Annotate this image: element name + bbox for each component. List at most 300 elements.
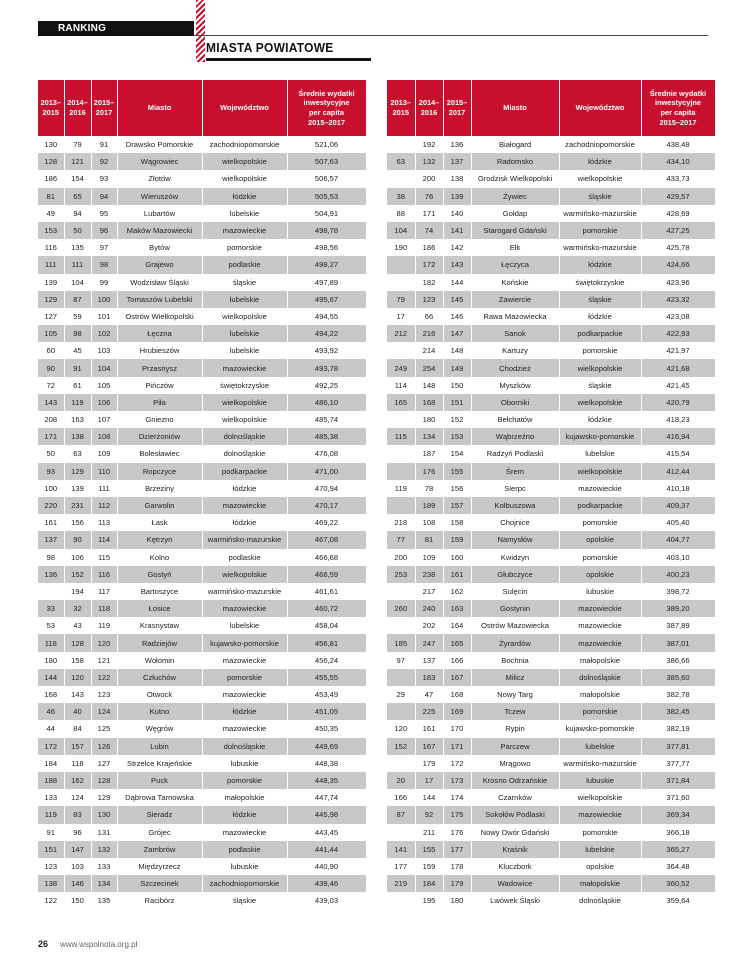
spending-value: 445,98 xyxy=(287,806,366,823)
table-row xyxy=(38,686,366,703)
spending-value: 492,25 xyxy=(287,377,366,394)
table-row xyxy=(387,377,715,394)
rank-2015-2017: 120 xyxy=(91,634,117,651)
spending-value: 493,92 xyxy=(287,342,366,359)
table-row xyxy=(387,772,715,789)
rank-2013-2015 xyxy=(387,445,415,462)
rank-2015-2017: 111 xyxy=(91,480,117,497)
city-name: Wadowice xyxy=(471,875,559,892)
city-name: Łęczyca xyxy=(471,256,559,273)
spending-value: 428,69 xyxy=(641,205,715,222)
voivodeship: zachodniopomorskie xyxy=(559,136,641,153)
rank-2013-2015: 115 xyxy=(387,428,415,445)
spending-value: 467,08 xyxy=(287,531,366,548)
spending-value: 377,81 xyxy=(641,738,715,755)
rank-2013-2015: 200 xyxy=(387,549,415,566)
city-name: Gostyń xyxy=(117,566,202,583)
rank-2013-2015: 185 xyxy=(387,634,415,651)
rank-2014-2016: 32 xyxy=(64,600,91,617)
spending-value: 447,74 xyxy=(287,789,366,806)
rank-2015-2017: 113 xyxy=(91,514,117,531)
spending-value: 433,73 xyxy=(641,170,715,187)
city-name: Chojnice xyxy=(471,514,559,531)
voivodeship: wielkopolskie xyxy=(559,789,641,806)
rank-2013-2015: 91 xyxy=(38,824,64,841)
table-row xyxy=(38,669,366,686)
table-row xyxy=(38,445,366,462)
voivodeship: pomorskie xyxy=(202,669,287,686)
city-name: Drawsko Pomorskie xyxy=(117,136,202,153)
rank-2014-2016: 225 xyxy=(415,703,443,720)
table-row xyxy=(38,411,366,428)
rank-2014-2016: 83 xyxy=(64,806,91,823)
table-row xyxy=(387,669,715,686)
col-header-2015-2017: 2015– 2017 xyxy=(443,80,471,136)
voivodeship: podlaskie xyxy=(202,841,287,858)
city-name: Zambrów xyxy=(117,841,202,858)
city-name: Lubartów xyxy=(117,205,202,222)
col-header-2014-2016: 2014– 2016 xyxy=(415,80,443,136)
city-name: Ełk xyxy=(471,239,559,256)
rank-2014-2016: 74 xyxy=(415,222,443,239)
city-name: Dąbrowa Tarnowska xyxy=(117,789,202,806)
rank-2015-2017: 132 xyxy=(91,841,117,858)
rank-2014-2016: 106 xyxy=(64,549,91,566)
rank-2015-2017: 145 xyxy=(443,291,471,308)
rank-2014-2016: 132 xyxy=(415,153,443,170)
rank-2013-2015: 90 xyxy=(38,359,64,376)
city-name: Garwolin xyxy=(117,497,202,514)
rank-2013-2015: 20 xyxy=(387,772,415,789)
voivodeship: warmińsko-mazurskie xyxy=(202,531,287,548)
spending-value: 494,22 xyxy=(287,325,366,342)
rank-2015-2017: 150 xyxy=(443,377,471,394)
spending-value: 424,66 xyxy=(641,256,715,273)
city-name: Puck xyxy=(117,772,202,789)
spending-value: 521,06 xyxy=(287,136,366,153)
spending-value: 423,08 xyxy=(641,308,715,325)
rank-2014-2016: 179 xyxy=(415,755,443,772)
voivodeship: łódzkie xyxy=(559,153,641,170)
rank-2015-2017: 107 xyxy=(91,411,117,428)
spending-value: 485,74 xyxy=(287,411,366,428)
rank-2015-2017: 94 xyxy=(91,188,117,205)
rank-2014-2016: 109 xyxy=(415,549,443,566)
spending-value: 460,72 xyxy=(287,600,366,617)
rank-2013-2015: 151 xyxy=(38,841,64,858)
rank-2015-2017: 148 xyxy=(443,342,471,359)
city-name: Śrem xyxy=(471,463,559,480)
col-header-2014-2016: 2014– 2016 xyxy=(64,80,91,136)
voivodeship: łódzkie xyxy=(202,514,287,531)
rank-2013-2015: 141 xyxy=(387,841,415,858)
rank-2014-2016: 163 xyxy=(64,411,91,428)
rank-2014-2016: 217 xyxy=(415,583,443,600)
rank-2013-2015 xyxy=(387,342,415,359)
city-name: Rawa Mazowiecka xyxy=(471,308,559,325)
rank-2015-2017: 104 xyxy=(91,359,117,376)
rank-2015-2017: 130 xyxy=(91,806,117,823)
rank-2015-2017: 163 xyxy=(443,600,471,617)
table-row xyxy=(38,566,366,583)
rank-2013-2015: 219 xyxy=(387,875,415,892)
rank-2013-2015: 88 xyxy=(387,205,415,222)
city-name: Końskie xyxy=(471,274,559,291)
rank-2013-2015: 17 xyxy=(387,308,415,325)
spending-value: 371,60 xyxy=(641,789,715,806)
city-name: Sieradz xyxy=(117,806,202,823)
city-name: Oborniki xyxy=(471,394,559,411)
rank-2013-2015: 128 xyxy=(38,153,64,170)
rank-2013-2015 xyxy=(387,411,415,428)
spending-value: 498,78 xyxy=(287,222,366,239)
spending-value: 458,04 xyxy=(287,617,366,634)
spending-value: 456,24 xyxy=(287,652,366,669)
rank-2014-2016: 214 xyxy=(415,342,443,359)
voivodeship: łódzkie xyxy=(202,188,287,205)
spending-value: 420,79 xyxy=(641,394,715,411)
rank-2014-2016: 161 xyxy=(415,720,443,737)
col-header-city: Miasto xyxy=(117,80,202,136)
city-name: Hrubieszów xyxy=(117,342,202,359)
col-header-spending: Średnie wydatki inwestycyjne per capita 2015–2017 xyxy=(287,80,366,136)
rank-2014-2016: 65 xyxy=(64,188,91,205)
table-row xyxy=(38,634,366,651)
rank-2014-2016: 91 xyxy=(64,359,91,376)
table-row xyxy=(38,531,366,548)
rank-2015-2017: 177 xyxy=(443,841,471,858)
rank-2014-2016: 202 xyxy=(415,617,443,634)
spending-value: 403,10 xyxy=(641,549,715,566)
rank-2014-2016: 108 xyxy=(415,514,443,531)
rank-2014-2016: 123 xyxy=(415,291,443,308)
rank-2014-2016: 152 xyxy=(64,566,91,583)
voivodeship: wielkopolskie xyxy=(559,463,641,480)
rank-2013-2015 xyxy=(387,669,415,686)
table-row xyxy=(38,359,366,376)
voivodeship: łódzkie xyxy=(559,308,641,325)
voivodeship: pomorskie xyxy=(559,824,641,841)
city-name: Tomaszów Lubelski xyxy=(117,291,202,308)
rank-2014-2016: 147 xyxy=(64,841,91,858)
city-name: Szczecinek xyxy=(117,875,202,892)
table-row xyxy=(38,600,366,617)
rank-2013-2015 xyxy=(387,583,415,600)
rank-2014-2016: 240 xyxy=(415,600,443,617)
spending-value: 440,90 xyxy=(287,858,366,875)
rank-2014-2016: 146 xyxy=(64,875,91,892)
voivodeship: mazowieckie xyxy=(202,720,287,737)
rank-2013-2015 xyxy=(387,824,415,841)
spending-value: 423,32 xyxy=(641,291,715,308)
voivodeship: lubelskie xyxy=(202,617,287,634)
city-name: Żyrardów xyxy=(471,634,559,651)
city-name: Ostrów Mazowiecka xyxy=(471,617,559,634)
rank-2014-2016: 192 xyxy=(415,136,443,153)
rank-2013-2015: 186 xyxy=(38,170,64,187)
rank-2013-2015: 166 xyxy=(387,789,415,806)
spending-value: 427,25 xyxy=(641,222,715,239)
rank-2013-2015: 136 xyxy=(38,566,64,583)
rank-2015-2017: 99 xyxy=(91,274,117,291)
city-name: Wodzisław Śląski xyxy=(117,274,202,291)
spending-value: 387,01 xyxy=(641,634,715,651)
table-row xyxy=(387,411,715,428)
table-row xyxy=(387,394,715,411)
rank-2013-2015: 104 xyxy=(387,222,415,239)
rank-2014-2016: 182 xyxy=(415,274,443,291)
spending-value: 456,81 xyxy=(287,634,366,651)
table-row xyxy=(38,325,366,342)
rank-2013-2015: 46 xyxy=(38,703,64,720)
rank-2014-2016: 156 xyxy=(64,514,91,531)
voivodeship: wielkopolskie xyxy=(202,566,287,583)
rank-2013-2015: 50 xyxy=(38,445,64,462)
footer-url: www.wspolnota.org.pl xyxy=(60,940,138,949)
table-row xyxy=(387,463,715,480)
rank-2013-2015: 49 xyxy=(38,205,64,222)
spending-value: 398,72 xyxy=(641,583,715,600)
rank-2013-2015: 116 xyxy=(38,239,64,256)
voivodeship: wielkopolskie xyxy=(559,359,641,376)
rank-2015-2017: 179 xyxy=(443,875,471,892)
table-row xyxy=(38,170,366,187)
rank-2014-2016: 90 xyxy=(64,531,91,548)
city-name: Łęczna xyxy=(117,325,202,342)
rank-2013-2015 xyxy=(38,583,64,600)
table-row xyxy=(387,806,715,823)
rank-2015-2017: 169 xyxy=(443,703,471,720)
rank-2015-2017: 103 xyxy=(91,342,117,359)
rank-2014-2016: 50 xyxy=(64,222,91,239)
table-row xyxy=(387,256,715,273)
spending-value: 412,44 xyxy=(641,463,715,480)
rank-2015-2017: 93 xyxy=(91,170,117,187)
rank-2015-2017: 175 xyxy=(443,806,471,823)
spending-value: 389,20 xyxy=(641,600,715,617)
ranking-table-left xyxy=(38,80,367,909)
rank-2015-2017: 156 xyxy=(443,480,471,497)
spending-value: 385,60 xyxy=(641,669,715,686)
rank-2014-2016: 211 xyxy=(415,824,443,841)
voivodeship: lubelskie xyxy=(559,841,641,858)
city-name: Łask xyxy=(117,514,202,531)
spending-value: 400,23 xyxy=(641,566,715,583)
rank-2013-2015 xyxy=(387,256,415,273)
rank-2014-2016: 148 xyxy=(415,377,443,394)
city-name: Bartoszyce xyxy=(117,583,202,600)
rank-2015-2017: 91 xyxy=(91,136,117,153)
voivodeship: mazowieckie xyxy=(202,359,287,376)
rank-2015-2017: 141 xyxy=(443,222,471,239)
table-row xyxy=(38,617,366,634)
rank-2014-2016: 111 xyxy=(64,256,91,273)
rank-2015-2017: 136 xyxy=(443,136,471,153)
rank-2013-2015: 44 xyxy=(38,720,64,737)
table-row xyxy=(387,239,715,256)
table-row xyxy=(38,806,366,823)
rank-2014-2016: 247 xyxy=(415,634,443,651)
city-name: Wieruszów xyxy=(117,188,202,205)
rank-2015-2017: 112 xyxy=(91,497,117,514)
city-name: Gostynin xyxy=(471,600,559,617)
spending-value: 451,05 xyxy=(287,703,366,720)
rank-2015-2017: 122 xyxy=(91,669,117,686)
spending-value: 505,53 xyxy=(287,188,366,205)
city-name: Kolno xyxy=(117,549,202,566)
voivodeship: podkarpackie xyxy=(559,497,641,514)
voivodeship: mazowieckie xyxy=(559,480,641,497)
city-name: Brzeziny xyxy=(117,480,202,497)
table-row xyxy=(387,875,715,892)
spending-value: 507,63 xyxy=(287,153,366,170)
spending-value: 498,56 xyxy=(287,239,366,256)
rank-2014-2016: 120 xyxy=(64,669,91,686)
rank-2013-2015: 190 xyxy=(387,239,415,256)
rank-2014-2016: 40 xyxy=(64,703,91,720)
rank-2015-2017: 115 xyxy=(91,549,117,566)
voivodeship: świętokrzyskie xyxy=(559,274,641,291)
rank-2014-2016: 63 xyxy=(64,445,91,462)
voivodeship: śląskie xyxy=(559,291,641,308)
table-row xyxy=(387,789,715,806)
spending-value: 405,40 xyxy=(641,514,715,531)
table-row xyxy=(38,738,366,755)
rank-2013-2015: 38 xyxy=(387,188,415,205)
rank-2015-2017: 170 xyxy=(443,720,471,737)
table-row xyxy=(387,291,715,308)
spending-value: 404,77 xyxy=(641,531,715,548)
rank-2014-2016: 176 xyxy=(415,463,443,480)
voivodeship: mazowieckie xyxy=(559,617,641,634)
voivodeship: dolnośląskie xyxy=(202,428,287,445)
rank-2015-2017: 168 xyxy=(443,686,471,703)
rank-2014-2016: 183 xyxy=(415,669,443,686)
rank-2015-2017: 109 xyxy=(91,445,117,462)
city-name: Krasnystaw xyxy=(117,617,202,634)
city-name: Strzelce Krajeńskie xyxy=(117,755,202,772)
voivodeship: śląskie xyxy=(202,892,287,909)
table-row xyxy=(387,755,715,772)
table-row xyxy=(38,652,366,669)
rank-2015-2017: 142 xyxy=(443,239,471,256)
voivodeship: łódzkie xyxy=(202,703,287,720)
rank-2013-2015: 129 xyxy=(38,291,64,308)
voivodeship: łódzkie xyxy=(559,411,641,428)
rank-2015-2017: 126 xyxy=(91,738,117,755)
rank-2015-2017: 144 xyxy=(443,274,471,291)
rank-2013-2015: 168 xyxy=(38,686,64,703)
table-row xyxy=(38,136,366,153)
rank-2013-2015 xyxy=(387,617,415,634)
rank-2014-2016: 87 xyxy=(64,291,91,308)
voivodeship: mazowieckie xyxy=(202,600,287,617)
rank-2013-2015: 93 xyxy=(38,463,64,480)
rank-2015-2017: 173 xyxy=(443,772,471,789)
spending-value: 495,67 xyxy=(287,291,366,308)
city-name: Lubin xyxy=(117,738,202,755)
rank-2015-2017: 106 xyxy=(91,394,117,411)
city-name: Mrągowo xyxy=(471,755,559,772)
spending-value: 438,48 xyxy=(641,136,715,153)
spending-value: 461,61 xyxy=(287,583,366,600)
voivodeship: warmińsko-mazurskie xyxy=(559,239,641,256)
rank-2013-2015: 60 xyxy=(38,342,64,359)
table-row xyxy=(387,549,715,566)
table-row xyxy=(38,342,366,359)
rank-2014-2016: 94 xyxy=(64,205,91,222)
rank-2015-2017: 108 xyxy=(91,428,117,445)
rank-2014-2016: 254 xyxy=(415,359,443,376)
rank-2014-2016: 167 xyxy=(415,738,443,755)
rank-2013-2015: 100 xyxy=(38,480,64,497)
voivodeship: śląskie xyxy=(559,377,641,394)
rank-2013-2015 xyxy=(387,136,415,153)
table-row xyxy=(387,205,715,222)
spending-value: 425,78 xyxy=(641,239,715,256)
rank-2014-2016: 66 xyxy=(415,308,443,325)
rank-2014-2016: 184 xyxy=(415,875,443,892)
rank-2013-2015: 138 xyxy=(38,875,64,892)
voivodeship: mazowieckie xyxy=(202,686,287,703)
rank-2013-2015: 165 xyxy=(387,394,415,411)
rank-2013-2015: 152 xyxy=(387,738,415,755)
rank-2015-2017: 158 xyxy=(443,514,471,531)
rank-2013-2015: 130 xyxy=(38,136,64,153)
table-row xyxy=(38,256,366,273)
rank-2013-2015: 111 xyxy=(38,256,64,273)
voivodeship: świętokrzyskie xyxy=(202,377,287,394)
voivodeship: pomorskie xyxy=(559,549,641,566)
rank-2013-2015: 133 xyxy=(38,789,64,806)
city-name: Bochnia xyxy=(471,652,559,669)
rank-2013-2015: 97 xyxy=(387,652,415,669)
rank-2015-2017: 157 xyxy=(443,497,471,514)
col-header-2013-2015: 2013– 2015 xyxy=(38,80,64,136)
city-name: Kwidzyn xyxy=(471,549,559,566)
table-row xyxy=(387,686,715,703)
table-row xyxy=(387,428,715,445)
rank-2015-2017: 128 xyxy=(91,772,117,789)
rank-2013-2015: 118 xyxy=(38,634,64,651)
rank-2013-2015: 153 xyxy=(38,222,64,239)
city-name: Kolbuszowa xyxy=(471,497,559,514)
voivodeship: lubuskie xyxy=(559,583,641,600)
rank-2013-2015: 212 xyxy=(387,325,415,342)
rank-2015-2017: 118 xyxy=(91,600,117,617)
city-name: Otwock xyxy=(117,686,202,703)
city-name: Sulęcin xyxy=(471,583,559,600)
table-row xyxy=(387,566,715,583)
table-row xyxy=(38,308,366,325)
voivodeship: mazowieckie xyxy=(559,806,641,823)
rank-2014-2016: 143 xyxy=(64,686,91,703)
rank-2013-2015: 29 xyxy=(387,686,415,703)
rank-2015-2017: 151 xyxy=(443,394,471,411)
voivodeship: łódzkie xyxy=(559,256,641,273)
rank-2014-2016: 47 xyxy=(415,686,443,703)
spending-value: 439,46 xyxy=(287,875,366,892)
voivodeship: śląskie xyxy=(559,188,641,205)
table-row xyxy=(38,188,366,205)
table-row xyxy=(38,153,366,170)
rank-2014-2016: 168 xyxy=(415,394,443,411)
table-row xyxy=(38,858,366,875)
voivodeship: lubelskie xyxy=(202,325,287,342)
city-name: Gniezno xyxy=(117,411,202,428)
spending-value: 421,68 xyxy=(641,359,715,376)
col-header-2013-2015: 2013– 2015 xyxy=(387,80,415,136)
